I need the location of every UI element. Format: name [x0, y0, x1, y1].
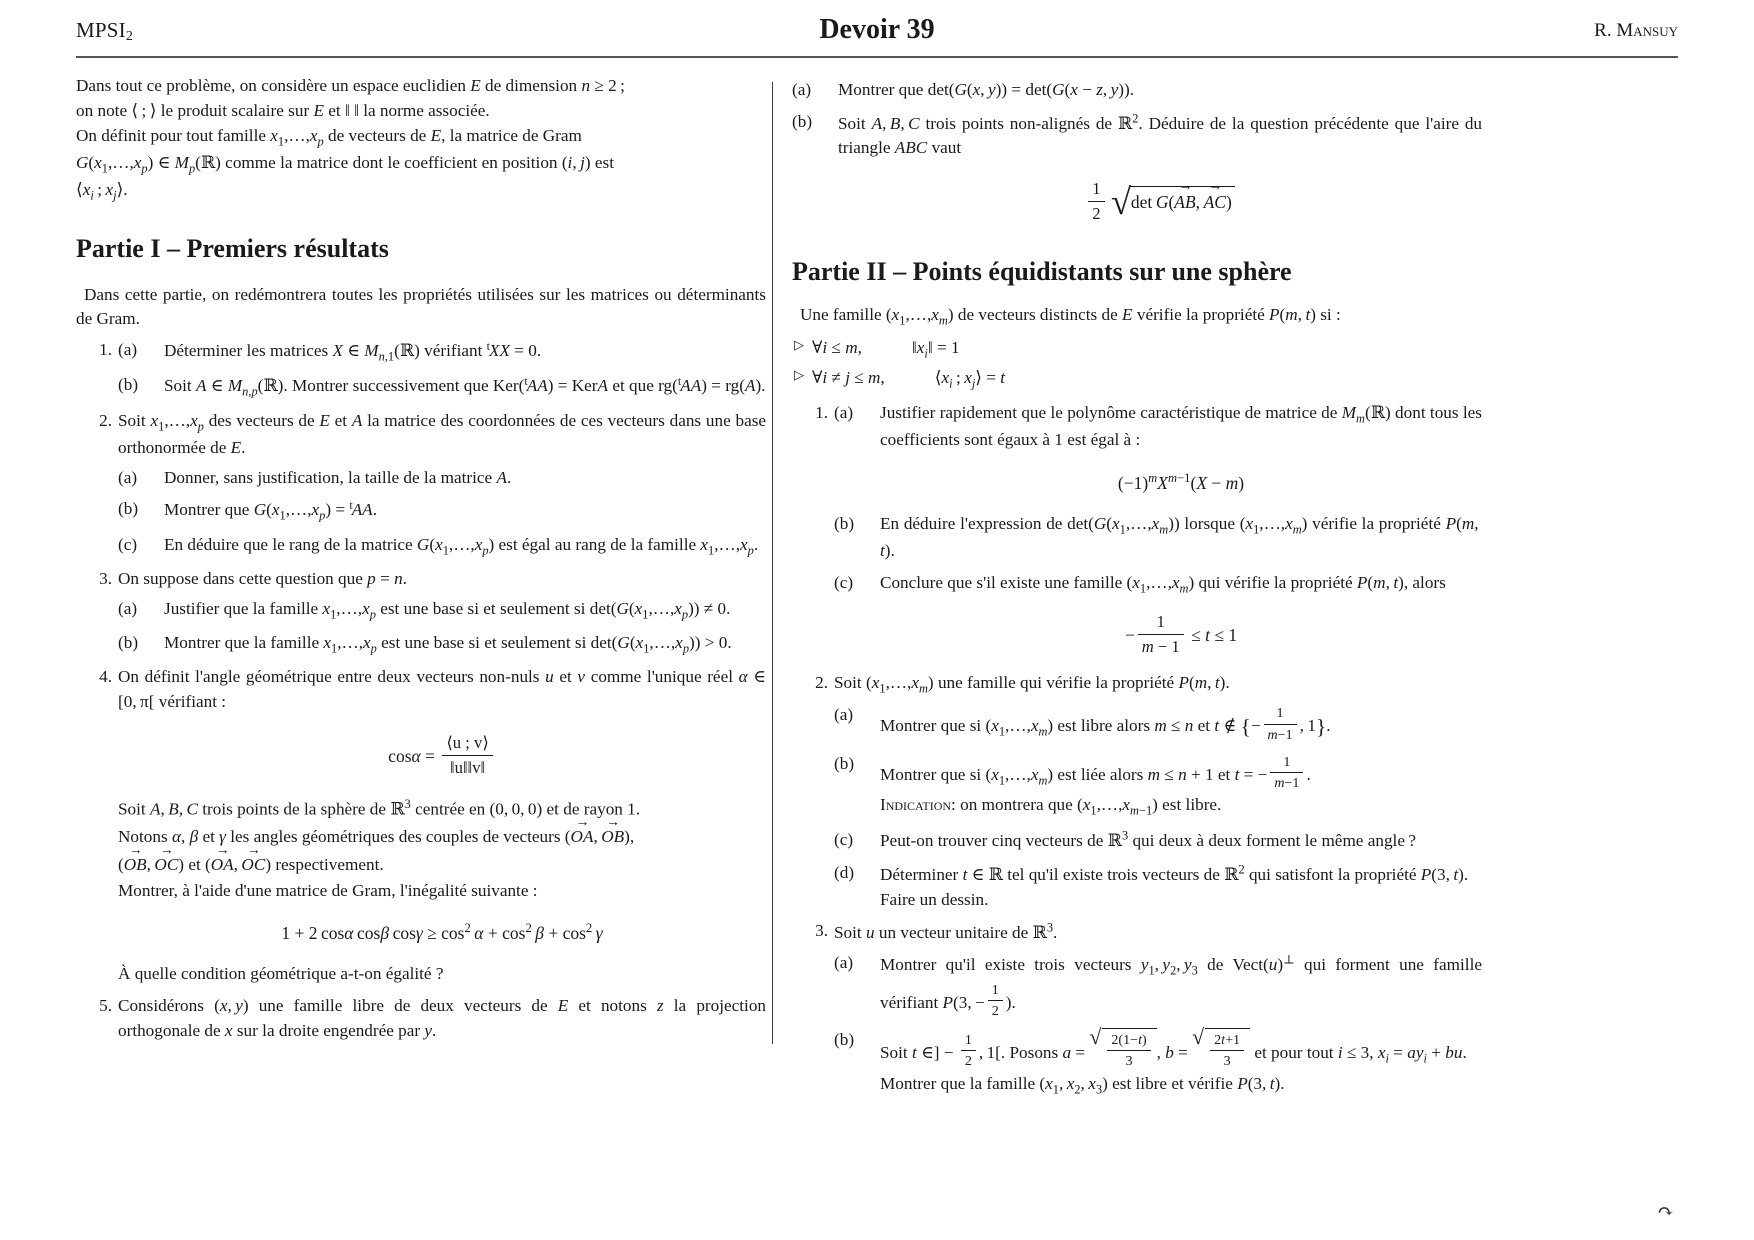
question-5-stem: Considérons (x, y) une famille libre de deux vecteurs de E et notons z la projection orthogonale de x sur la droite engendrée par y. — [118, 996, 767, 1040]
cosine-formula: cosα = $\frac{⟨u ; v⟩}{‖u‖‖v‖}$ — [118, 731, 766, 780]
part2-question-2d-text2: Faire un dessin. — [880, 889, 989, 909]
part2-question-2d-text: Déterminer t ∈ ℝ tel qu'il existe trois vecteurs de ℝ$^2$ qui satisfont la propriété P(3, t). — [880, 862, 1469, 884]
part2-question-2b-hint: Indication: on montrera que $(x_1,\dots,x_{m-1})$ est libre. — [880, 795, 1222, 818]
question-3a-text: Justifier que la famille $x_1,\dots,x_p$ est une base si et seulement si $\det(G(x_1,\dots,x_p)) \ne 0$. — [164, 598, 731, 622]
part2-question-2b-text: Montrer que si $(x_1,\dots,x_m)$ est liée alors m ≤ n + 1 et t = − $\frac{1}{m-1}$ . — [880, 765, 1311, 784]
intro-line-5: $⟨x_i$ ; $x_j⟩$. — [76, 180, 128, 203]
sphere-line-1: Soit A, B, C trois points de la sphère de ℝ$^3$ centrée en (0, 0, 0) et de rayon 1. — [118, 796, 641, 819]
question-4-closing: À quelle condition géométrique a-t-on égalité ? — [118, 964, 444, 984]
part2-question-3b-label: (b) — [834, 1030, 855, 1050]
part2-question-3-stem: Soit u un vecteur unitaire de ℝ$^3$. — [834, 920, 1058, 943]
part-i-heading: Partie I – Premiers résultats — [76, 234, 389, 264]
part2-question-1 — [792, 401, 1482, 659]
part2-question-2d-label: (d) — [834, 863, 855, 883]
column-divider — [772, 82, 773, 1044]
page-title: Devoir 39 — [819, 14, 935, 45]
part2-question-2 — [792, 671, 1482, 912]
question-3b — [118, 631, 766, 658]
sphere-line-4: Montrer, à l'aide d'une matrice de Gram, l'inégalité suivante : — [118, 880, 538, 900]
problem-intro — [76, 74, 766, 205]
part2-question-3b — [834, 1028, 1482, 1099]
question-2a — [118, 466, 766, 491]
header-class-label: $MPSI_2$ — [76, 18, 134, 44]
question-3 — [76, 567, 766, 658]
part2-question-2-number: 2. — [815, 673, 828, 693]
page-header — [76, 14, 1678, 56]
property-bullet-2-text: ∀i ≠ j ≤ m, $⟨x_i$ ; $x_j⟩ = t$ — [812, 367, 1006, 391]
area-numerator: 1 — [1092, 179, 1101, 199]
question-5-number: 5. — [99, 996, 112, 1016]
part2-question-3 — [792, 919, 1482, 1099]
part2-question-2-subitems — [834, 703, 1482, 912]
property-bullet-1 — [792, 336, 1482, 363]
question-5a-label: (a) — [792, 80, 812, 99]
part2-question-2c-text: Peut-on trouver cinq vecteurs de ℝ$^3$ qui deux à deux forment le même angle ? — [880, 828, 1417, 851]
intro-line-3: On définit pour tout famille $x_1,\dots,x_p$ de vecteurs de E, la matrice de Gram — [76, 125, 582, 148]
part2-question-2b — [834, 752, 1482, 821]
question-1a-text: Déterminer les matrices X ∈ $M_{n,1}(ℝ)$ vérifiant $^t$XX = 0. — [164, 339, 542, 364]
area-denominator: 2 — [1088, 201, 1104, 226]
question-2-number: 2. — [99, 410, 112, 430]
question-3-subitems — [118, 597, 766, 659]
part2-question-1a — [834, 401, 1482, 496]
part-ii-question-list — [792, 401, 1482, 1099]
part2-question-1-subitems — [834, 401, 1482, 659]
part2-question-1a-text: Justifier rapidement que le polynôme caractéristique de matrice de $M_m(ℝ)$ dont tous les coefficients sont égaux à 1 est égal à : — [880, 402, 1482, 450]
page-turn-mark: ↷ — [1657, 1201, 1674, 1223]
part2-question-1a-label: (a) — [834, 402, 854, 422]
question-1a-label: (a) — [118, 340, 138, 360]
intro-line-4: $G(x_1,\dots,x_p)$ ∈ $M_p(ℝ)$ comme la matrice dont le coefficient en position (i, j) est — [76, 152, 614, 176]
left-column — [76, 74, 766, 1051]
question-2b-label: (b) — [118, 499, 139, 519]
question-2-stem: Soit $x_1,\dots,x_p$ des vecteurs de E et A la matrice des coordonnées de ces vecteurs dans une base orthonormée de E. — [118, 410, 767, 457]
triangle-bullet-icon: ▷ — [794, 337, 804, 353]
question-4 — [76, 665, 766, 987]
cosine-fraction — [442, 731, 493, 780]
question-5-subitems — [792, 78, 1482, 226]
part2-question-1b — [834, 512, 1482, 564]
question-4-stem: On définit l'angle géométrique entre deux vecteurs non-nuls u et v comme l'unique réel α ∈ [0, π[ vérifiant : — [118, 667, 767, 712]
question-5b — [792, 110, 1482, 226]
part2-question-1c-text: Conclure que s'il existe une famille $(x_1,\dots,x_m)$ qui vérifie la propriété P(m, t), alors — [880, 572, 1446, 596]
question-1 — [76, 338, 766, 402]
question-1b-text: Soit A ∈ $M_{n,p}(ℝ)$. Montrer successivement que Ker($^t$AA) = KerA et que rg($^t$AA) = rg(A). — [164, 374, 766, 399]
part2-question-2c — [834, 828, 1482, 855]
question-2b-text: Montrer que $G(x_1,\dots,x_p) = ^tAA$. — [164, 498, 377, 523]
header-rule — [76, 56, 1678, 58]
question-3-stem: On suppose dans cette question que p = n. — [118, 568, 407, 588]
question-2c-text: En déduire que le rang de la matrice $G(x_1,\dots,x_p)$ est égal au rang de la famille $x_1,\dots,x_p$. — [164, 534, 759, 558]
part-i-question-list — [76, 338, 766, 1044]
part2-question-1b-label: (b) — [834, 513, 855, 533]
part-ii-lead: Une famille $(x_1,\dots,x_m)$ de vecteurs distincts de E vérifie la propriété P(m, t) si : — [800, 305, 1341, 328]
part2-question-2-stem: Soit $(x_1,\dots,x_m)$ une famille qui vérifie la propriété P(m, t). — [834, 673, 1230, 696]
question-1-subitems — [118, 338, 766, 402]
cosine-denominator: ‖u‖‖v‖ — [442, 755, 493, 780]
inequality-formula: 1 + 2 cosα cosβ $\cos\gamma \ge \cos^2 \alpha + \cos^2 \beta + \cos^2 \gamma$ — [281, 921, 603, 944]
intro-line-1: Dans tout ce problème, on considère un espace euclidien E de dimension n ≥ 2 ; — [76, 76, 625, 95]
property-bullet-2 — [792, 366, 1482, 393]
question-1b-label: (b) — [118, 375, 139, 395]
question-2a-label: (a) — [118, 467, 138, 487]
part2-question-1b-text: En déduire l'expression de $\det(G(x_1,\dots,x_m))$ lorsque $(x_1,\dots,x_m)$ vérifie la propriété P(m, t). — [880, 513, 1482, 561]
property-bullets — [792, 336, 1482, 393]
part2-question-2a — [834, 703, 1482, 744]
question-5 — [76, 994, 766, 1044]
question-2c-label: (c) — [118, 534, 138, 554]
part2-question-3a-text: Montrer qu'il existe trois vecteurs $y_1$, $y_2$, $y_3$ de Vect(u)⊥ qui forment une famille vérifiant P(3, − $\frac{1}{2}$ ). — [880, 955, 1482, 1012]
question-5a — [792, 78, 1482, 103]
cosine-numerator: ⟨u ; v⟩ — [446, 732, 489, 752]
part-i-lead: Dans cette partie, on redémontrera toutes les propriétés utilisées sur les matrices ou déterminants de Gram. — [76, 284, 766, 329]
area-sqrt: √ det G( → AB, → AC) — [1112, 186, 1235, 215]
part2-question-3a — [834, 951, 1482, 1021]
question-3a-label: (a) — [118, 598, 138, 618]
part2-question-1c — [834, 571, 1482, 659]
question-1a — [118, 338, 766, 366]
question-4-number: 4. — [99, 667, 112, 687]
question-1b — [118, 373, 766, 401]
question-3a — [118, 597, 766, 624]
two-column-body — [76, 74, 1678, 1220]
t-bound-formula: − $\frac{1}{m - 1}$ ≤ t ≤ 1 — [880, 610, 1482, 659]
part2-question-2a-text: Montrer que si $(x_1,\dots,x_m)$ est libre alors m ≤ n et t ∉ {− $\frac{1}{m-1}$ , 1}. — [880, 716, 1331, 735]
question-2a-text: Donner, sans justification, la taille de la matrice A. — [164, 467, 512, 487]
part2-question-3b-text2: Montrer que la famille ($x_1$, $x_2$, $x_3$) est libre et vérifie P(3, t). — [880, 1073, 1285, 1097]
part2-question-3b-text: Soit t ∈] − $\frac{1}{2}$ , 1[. Posons a = √ $\frac{2(1-t)}{3}$ , b = √ $\frac{2t+1}{3}$ et pour tout i ≤ 3, $x_i = ay_i$ + bu. — [880, 1043, 1467, 1062]
part2-question-3a-label: (a) — [834, 952, 854, 972]
right-column — [792, 74, 1482, 1106]
part2-question-2a-label: (a) — [834, 705, 854, 725]
question-2c — [118, 533, 766, 560]
area-half-fraction — [1088, 177, 1104, 226]
question-5b-label: (b) — [792, 111, 813, 131]
part2-question-2d — [834, 861, 1482, 912]
sphere-line-3: ( → OB, → OC) et ( → OA, → OC) respectivement. — [118, 841, 384, 874]
question-1-number: 1. — [99, 340, 112, 360]
part2-question-2c-label: (c) — [834, 829, 854, 849]
question-3b-label: (b) — [118, 632, 139, 652]
question-5b-text: Soit A, B, C trois points non-alignés de ℝ$^2$. Déduire de la question précédente que l'aire du triangle ABC vaut — [838, 110, 1483, 158]
header-author: R. Mansuy — [1594, 20, 1678, 41]
part2-question-3-number: 3. — [815, 921, 828, 941]
t-bound-fraction: $\frac{1}{m - 1}$ — [1138, 610, 1184, 659]
question-2b — [118, 497, 766, 525]
question-3-number: 3. — [99, 568, 112, 588]
triangle-bullet-icon: ▷ — [794, 366, 804, 382]
char-poly-formula: $(-1)^mX^{m-1}(X - m)$ — [1117, 470, 1245, 493]
question-5a-text: Montrer que det(G(x, y)) = det(G(x − z, y)). — [838, 80, 1135, 99]
area-formula — [838, 177, 1482, 226]
hint-label: Indication: — [880, 795, 956, 815]
question-2 — [76, 409, 766, 560]
intro-line-2: on note ⟨ ; ⟩ le produit scalaire sur E et ‖ ‖ la norme associée. — [76, 100, 490, 120]
part2-question-2b-label: (b) — [834, 753, 855, 773]
property-bullet-1-text: ∀i ≤ m, $‖x_i‖ = 1$ — [812, 338, 960, 361]
part2-question-1-number: 1. — [815, 402, 828, 422]
question-3b-text: Montrer que la famille $x_1,\dots,x_p$ est une base si et seulement si $\det(G(x_1,\dots,x_p)) > 0$. — [164, 632, 732, 656]
question-2-subitems — [118, 466, 766, 560]
part2-question-3-subitems — [834, 951, 1482, 1099]
sphere-line-2: Notons α, β et γ les angles géométriques des couples de vecteurs ( → OA, → OB), — [118, 814, 635, 847]
part-ii-heading: Partie II – Points équidistants sur une sphère — [792, 256, 1292, 286]
part2-question-1c-label: (c) — [834, 572, 854, 592]
